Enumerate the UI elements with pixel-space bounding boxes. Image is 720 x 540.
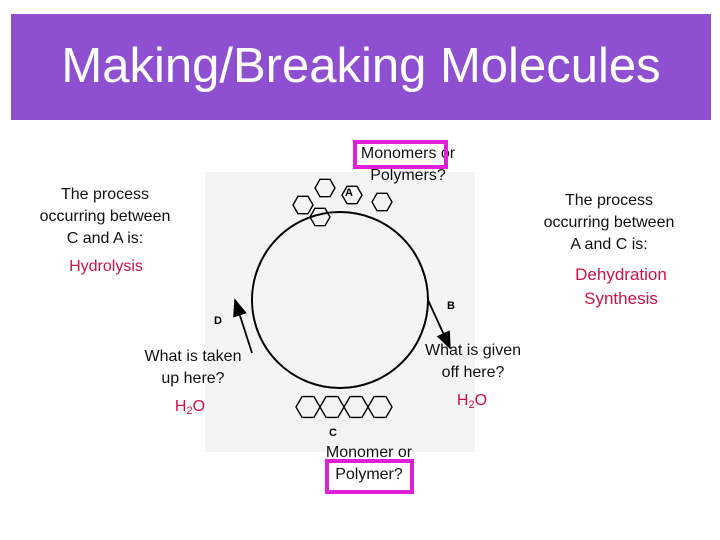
hydrolysis-answer: Hydrolysis	[69, 258, 143, 275]
left-process-line3: C and A is:	[66, 230, 144, 247]
label-a: A	[345, 187, 353, 199]
page-title: Making/Breaking Molecules	[61, 39, 661, 93]
top-question-line2: Polymers?	[370, 167, 446, 184]
taken-up-line2: up here?	[161, 370, 225, 387]
given-off-question	[403, 340, 543, 384]
right-process-text	[524, 190, 694, 256]
bottom-question-highlight	[325, 459, 414, 494]
label-b: B	[447, 300, 455, 312]
label-c: C	[329, 427, 337, 439]
top-question-highlight	[353, 140, 448, 169]
given-off-line1: What is given	[424, 342, 522, 359]
water-given-answer: $H_2O$	[456, 392, 488, 411]
taken-up-question	[123, 346, 263, 390]
label-d: D	[214, 315, 222, 327]
top-question-line1: Monomers or	[360, 145, 456, 162]
taken-up-line1: What is taken	[144, 348, 242, 365]
water-taken-answer: $H_2O$	[174, 398, 206, 417]
given-off-line2: off here?	[441, 364, 505, 381]
dehydration-line1: Dehydration	[575, 265, 667, 284]
right-process-line2: occurring between	[543, 214, 675, 231]
dehydration-synthesis-answer	[551, 263, 691, 311]
left-process-line2: occurring between	[39, 208, 171, 225]
right-process-line3: A and C is:	[570, 236, 648, 253]
left-process-text	[20, 184, 190, 250]
bottom-question-line1: Monomer or	[325, 444, 413, 461]
dehydration-line2: Synthesis	[584, 289, 658, 308]
bottom-question-line2: Polymer?	[335, 466, 403, 483]
left-process-line1: The process	[60, 186, 150, 203]
right-process-line1: The process	[564, 192, 654, 209]
